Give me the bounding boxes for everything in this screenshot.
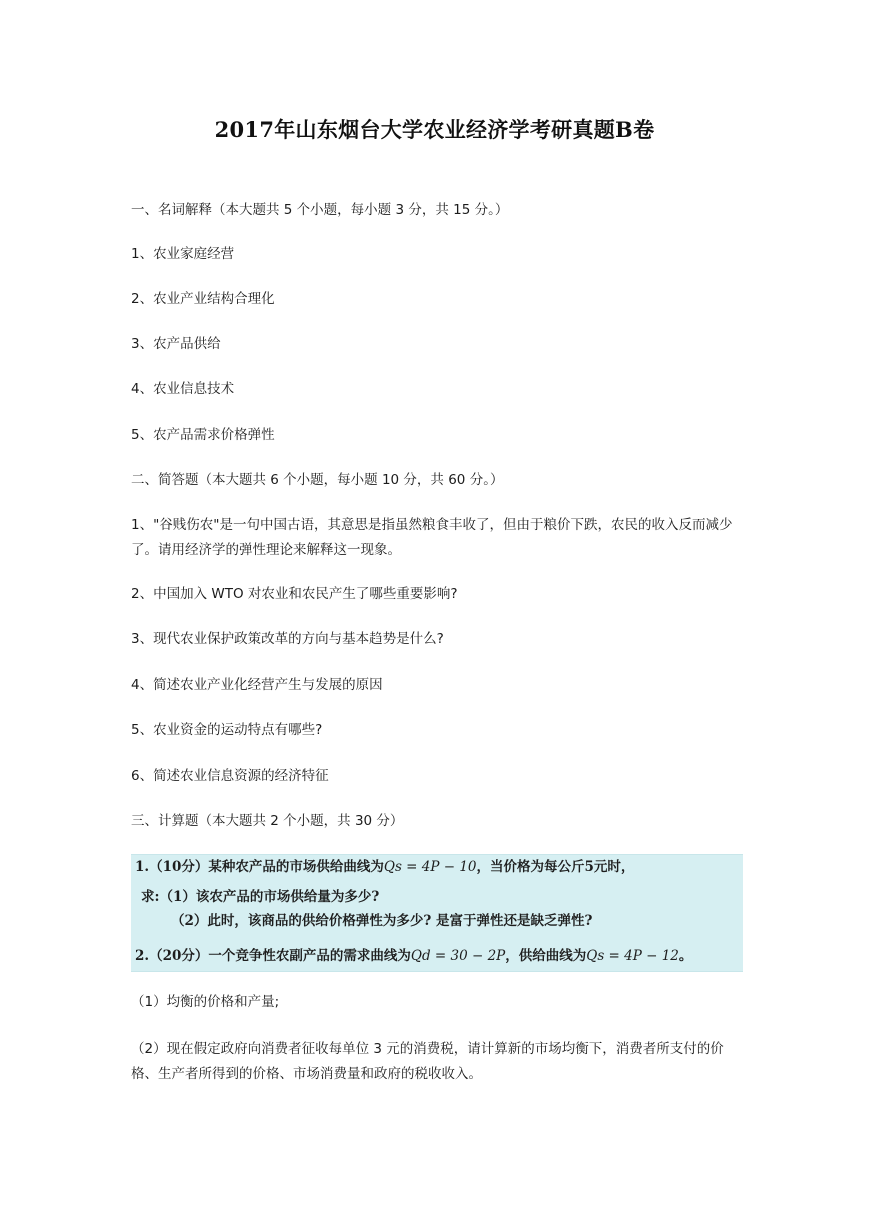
section-3-sub-1: （1）均衡的价格和产量; <box>131 994 280 1010</box>
section-1-item-1: 1、农业家庭经营 <box>131 246 235 262</box>
scanned-question-image <box>131 854 743 972</box>
scan-q1-sub1: 求:（1）该农产品的市场供给量为多少? <box>141 889 380 905</box>
scan-q2-demand-formula: Qd = 30 − 2P <box>410 948 506 964</box>
scan-q2-supply-formula: Qs = 4P − 12 <box>586 948 679 964</box>
scan-q2-prefix: 2.（20分）一个竞争性农副产品的需求曲线为 <box>135 948 411 964</box>
document-title: 2017年山东烟台大学农业经济学考研真题B卷 <box>214 117 655 142</box>
scan-q1-sub2: （2）此时，该商品的供给价格弹性为多少? 是富于弹性还是缺乏弹性? <box>171 913 593 929</box>
section-2-item-1: 1、"谷贱伤农"是一句中国古语，其意思是指虽然粮食丰收了，但由于粮价下跌，农民的收入反而减少了。请用经济学的弹性理论来解释这一现象。 <box>131 517 733 558</box>
scan-q2-line <box>135 944 692 964</box>
section-2-heading: 二、简答题（本大题共 6 个小题，每小题 10 分，共 60 分。） <box>131 472 504 488</box>
scan-q1-line <box>135 855 634 875</box>
section-2-item-2: 2、中国加入 WTO 对农业和农民产生了哪些重要影响? <box>131 586 458 602</box>
scan-q2-suffix: 。 <box>678 948 693 964</box>
section-3-sub-2: （2）现在假定政府向消费者征收每单位 3 元的消费税，请计算新的市场均衡下，消费者所支付的价格、生产者所得到的价格、市场消费量和政府的税收收入。 <box>131 1041 724 1082</box>
scan-q1-formula: Qs = 4P − 10 <box>383 859 477 875</box>
section-1-heading: 一、名词解释（本大题共 5 个小题，每小题 3 分，共 15 分。） <box>131 202 509 218</box>
section-2-item-6: 6、简述农业信息资源的经济特征 <box>131 768 329 784</box>
section-2-item-3: 3、现代农业保护政策改革的方向与基本趋势是什么? <box>131 631 444 647</box>
section-2-item-4: 4、简述农业产业化经营产生与发展的原因 <box>131 677 383 693</box>
section-2-item-5: 5、农业资金的运动特点有哪些? <box>131 722 323 738</box>
scan-q2-mid: ，供给曲线为 <box>505 948 587 964</box>
section-1-item-3: 3、农产品供给 <box>131 336 221 352</box>
scan-q1-prefix: 1.（10分）某种农产品的市场供给曲线为 <box>135 859 384 875</box>
section-1-item-4: 4、农业信息技术 <box>131 381 235 397</box>
scan-q1-suffix: ，当价格为每公斤5元时， <box>476 859 635 875</box>
section-1-item-2: 2、农业产业结构合理化 <box>131 291 275 307</box>
section-3-heading: 三、计算题（本大题共 2 个小题，共 30 分） <box>131 813 404 829</box>
section-1-item-5: 5、农产品需求价格弹性 <box>131 427 275 443</box>
